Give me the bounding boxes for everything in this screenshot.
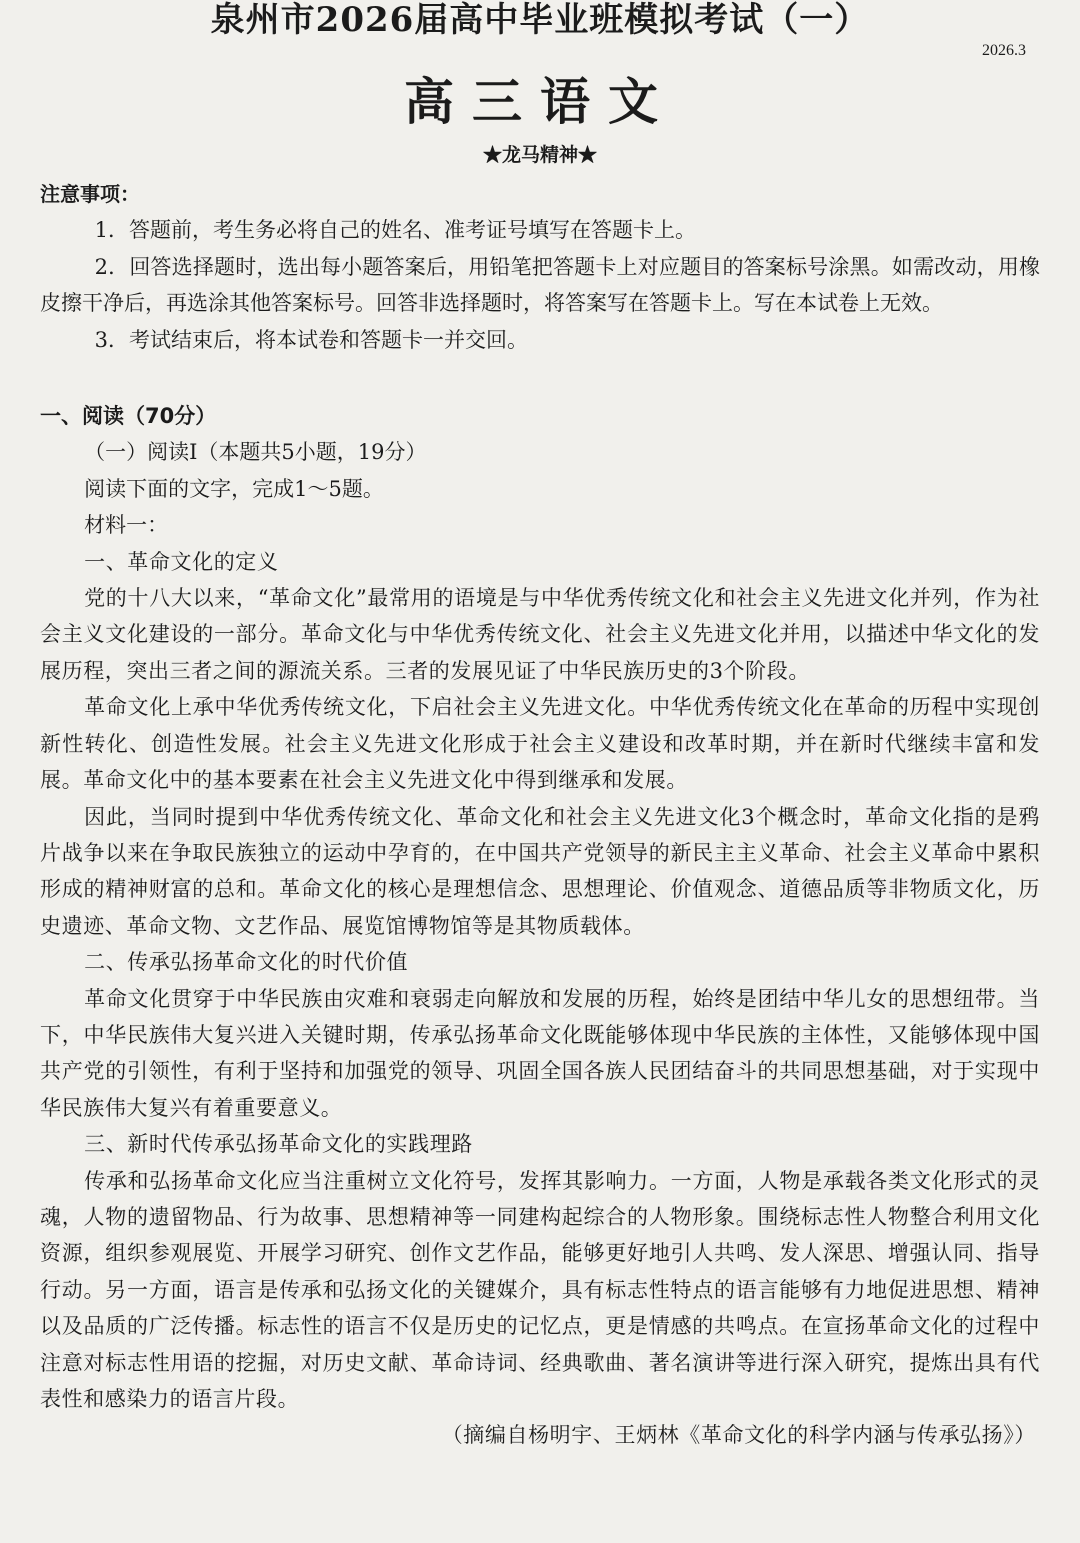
notice-item: 3．考试结束后，将本试卷和答题卡一并交回。 (94, 327, 528, 352)
section-instruction: 阅读下面的文字，完成1～5题。 (84, 476, 384, 501)
passage (40, 544, 1040, 1454)
passage-paragraph: 革命文化贯穿于中华民族由灾难和衰弱走向解放和发展的历程，始终是团结中华儿女的思想纽带。当下，中华民族伟大复兴进入关键时期，传承弘扬革命文化既能够体现中华民族的主体性，又能够体现中国共产党的引领性，有利于坚持和加强党的领导、巩固全国各族人民团结奋斗的共同思想基础，对于实现中华民族伟大复兴有着重要意义。 (40, 986, 1040, 1120)
slogan: ★龙马精神★ (482, 144, 597, 166)
notice-heading: 注意事项： (40, 182, 140, 206)
notice-item: 1．答题前，考生务必将自己的姓名、准考证号填写在答题卡上。 (94, 218, 696, 243)
section-heading: 一、阅读（70分） (40, 404, 217, 429)
subject-title: 高三语文 (404, 73, 676, 131)
passage-paragraph: 党的十八大以来，“革命文化”最常用的语境是与中华优秀传统文化和社会主义先进文化并列，作为社会主义文化建设的一部分。革命文化与中华优秀传统文化、社会主义先进文化并用，以描述中华文化的发展历程，突出三者之间的源流关系。三者的发展见证了中华民族历史的3个阶段。 (40, 586, 1040, 683)
citation: （摘编自杨明宇、王炳林《革命文化的科学内涵与传承弘扬》） (441, 1423, 1036, 1448)
passage-paragraph: 因此，当同时提到中华优秀传统文化、革命文化和社会主义先进文化3个概念时，革命文化指的是鸦片战争以来在争取民族独立的运动中孕育的，在中国共产党领导的新民主主义革命、社会主义革命中累积形成的精神财富的总和。革命文化的核心是理想信念、思想理论、价值观念、道德品质等非物质文化，历史遗迹、革命文物、文艺作品、展览馆博物馆等是其物质载体。 (40, 804, 1040, 938)
section-subheading: （一）阅读Ⅰ（本题共5小题，19分） (84, 440, 427, 465)
exam-body (40, 176, 1040, 1454)
exam-title: 泉州市2026届高中毕业班模拟考试（一） (210, 0, 870, 40)
exam-date: 2026.3 (982, 42, 1026, 59)
passage-paragraph: 革命文化上承中华优秀传统文化，下启社会主义先进文化。中华优秀传统文化在革命的历程中实现创新性转化、创造性发展。社会主义先进文化形成于社会主义建设和改革时期，并在新时代继续丰富和发展。革命文化中的基本要素在社会主义先进文化中得到继承和发展。 (40, 695, 1040, 793)
passage-heading-1: 一、革命文化的定义 (84, 549, 279, 574)
notice-item: 2．回答选择题时，选出每小题答案后，用铅笔把答题卡上对应题目的答案标号涂黑。如需改动，用橡皮擦干净后，再选涂其他答案标号。回答非选择题时，将答案写在答题卡上。写在本试卷上无效。 (40, 254, 1040, 316)
passage-heading-2: 二、传承弘扬革命文化的时代价值 (84, 950, 409, 975)
passage-heading-3: 三、新时代传承弘扬革命文化的实践理路 (84, 1132, 473, 1157)
material-label: 材料一： (84, 513, 169, 538)
passage-paragraph: 传承和弘扬革命文化应当注重树立文化符号，发挥其影响力。一方面，人物是承载各类文化形式的灵魂，人物的遗留物品、行为故事、思想精神等一同建构起综合的人物形象。围绕标志性人物整合利用文化资源，组织参观展览、开展学习研究、创作文艺作品，能够更好地引人共鸣、发人深思、增强认同、指导行动。另一方面，语言是传承和弘扬文化的关键媒介，具有标志性特点的语言能够有力地促进思想、精神以及品质的广泛传播。标志性的语言不仅是历史的记忆点，更是情感的共鸣点。在宣扬革命文化的过程中注意对标志性用语的挖掘，对历史文献、革命诗词、经典歌曲、著名演讲等进行深入研究，提炼出具有代表性和感染力的语言片段。 (40, 1168, 1040, 1411)
